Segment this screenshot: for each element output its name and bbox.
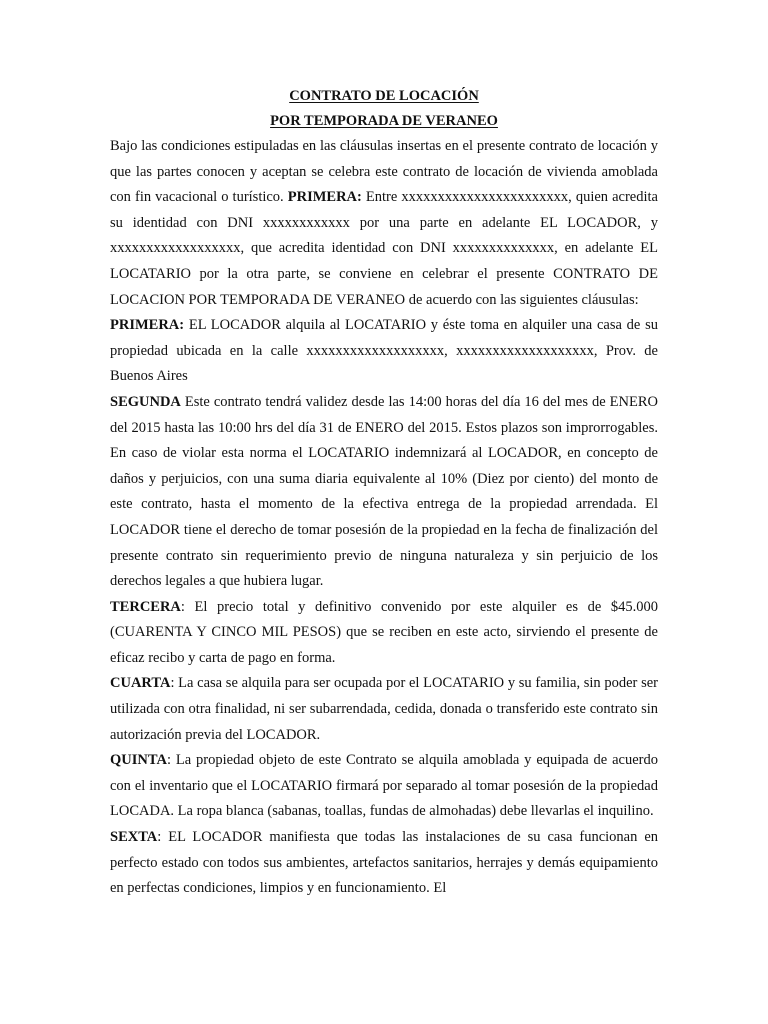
- clause-segunda: [110, 390, 658, 595]
- clause-text: EL LOCADOR alquila al LOCATARIO y éste toma en alquiler una casa de su propiedad ubicada en la calle xxxxxxxxxxxxxxxxxxx, xxxxxxxxxxxxxxxxxxx, Prov. de Buenos Aires: [110, 317, 658, 385]
- clause-label: CUARTA: [110, 675, 171, 692]
- clause-label: QUINTA: [110, 752, 167, 769]
- clause-text: Este contrato tendrá validez desde las 14:00 horas del día 16 del mes de ENERO del 2015 hasta las 10:00 hrs del día 31 de ENERO del 2015. Estos plazos son improrrogables. En caso de violar esta norma el LOCATARIO indemnizará al LOCADOR, en concepto de daños y perjuicios, con una suma diaria equivalente al 10% (Diez por ciento) del monto de este contrato, hasta el momento de la efectiva entrega de la propiedad arrendada. El LOCADOR tiene el derecho de tomar posesión de la propiedad en la fecha de finalización del presente contrato sin requerimiento previo de ninguna naturaleza y sin perjuicio de los derechos legales a que hubiera lugar.: [110, 393, 658, 590]
- clause-primera: [110, 313, 658, 390]
- clause-label: PRIMERA:: [110, 317, 185, 334]
- clause-quinta: [110, 748, 658, 825]
- clause-text: : La casa se alquila para ser ocupada por el LOCATARIO y su familia, sin poder ser utilizada con otra finalidad, ni ser subarrendada, cedida, donada o transferido este contrato sin autorización previa del LOCADOR.: [110, 675, 658, 743]
- clause-cuarta: [110, 671, 658, 748]
- intro-text-start: Bajo las condiciones estipuladas en las cláusulas insertas en el presente contrato de locación y que las partes conocen y aceptan se celebra este contrato de locación de vivienda amoblada con fin vacacional o turístico.: [110, 138, 658, 206]
- contract-title: CONTRATO DE LOCACIÓN: [289, 88, 479, 104]
- contract-page: [110, 84, 658, 902]
- clause-label: SEGUNDA: [110, 393, 181, 410]
- clause-text: : La propiedad objeto de este Contrato se alquila amoblada y equipada de acuerdo con el inventario que el LOCATARIO firmará por separado al tomar posesión de la propiedad LOCADA. La ropa blanca (sabanas, toallas, fundas de almohadas) debe llevarlas el inquilino.: [110, 752, 658, 820]
- clause-text: : El precio total y definitivo convenido por este alquiler es de $45.000 (CUARENTA Y CINCO MIL PESOS) que se reciben en este acto, sirviendo el presente de eficaz recibo y carta de pago en forma.: [110, 598, 658, 666]
- intro-clause-label: PRIMERA:: [287, 189, 362, 206]
- intro-paragraph: [110, 134, 658, 313]
- clause-text: : EL LOCADOR manifiesta que todas las instalaciones de su casa funcionan en perfecto estado con todos sus ambientes, artefactos sanitarios, herrajes y demás equipamiento en perfectas condiciones, limpios y en funcionamiento. El: [110, 829, 658, 897]
- clause-sexta: [110, 825, 658, 902]
- intro-text-end: Entre xxxxxxxxxxxxxxxxxxxxxxx, quien acredita su identidad con DNI xxxxxxxxxxxx por una parte en adelante EL LOCADOR, y xxxxxxxxxxxxxxxxxx, que acredita identidad con DNI xxxxxxxxxxxxxx, en adelante EL LOCATARIO por la otra parte, se conviene en celebrar el presente CONTRATO DE LOCACION POR TEMPORADA DE VERANEO de acuerdo con las siguientes cláusulas:: [110, 189, 658, 308]
- clause-label: SEXTA: [110, 829, 158, 846]
- clause-tercera: [110, 595, 658, 672]
- contract-subtitle: POR TEMPORADA DE VERANEO: [270, 113, 498, 129]
- clause-label: TERCERA: [110, 598, 181, 615]
